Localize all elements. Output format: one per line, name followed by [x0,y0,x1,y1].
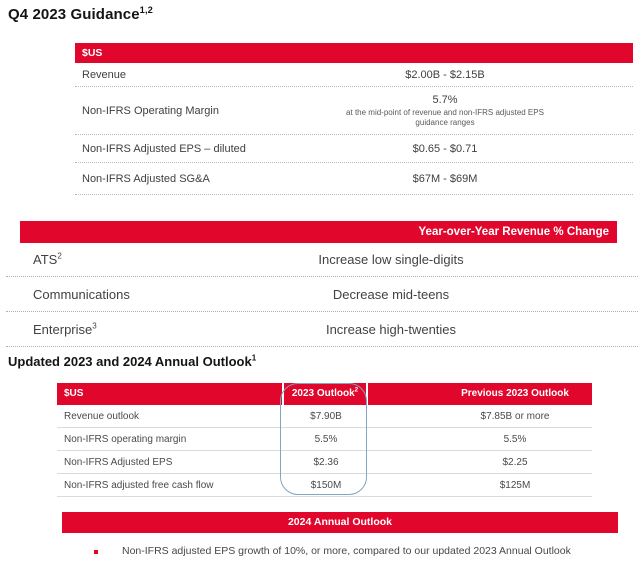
annual-outlook-table-header [57,383,592,405]
segment-table [6,243,638,347]
column-header-currency: $US [57,383,282,405]
row-label: Non-IFRS operating margin [64,433,187,445]
row-label: Non-IFRS Adjusted SG&A [82,172,210,185]
row-value: $2.00B - $2.15B [405,68,485,81]
segment-name: ATS [33,252,58,267]
table-row [57,405,592,428]
segment-superscript: 2 [57,251,62,261]
q4-guidance-currency-label: $US [82,47,103,59]
segment-label [6,287,191,302]
row-label: Non-IFRS Adjusted EPS [64,456,173,468]
previous-outlook-value: $2.25 [502,456,528,468]
row-value: $67M - $69M [412,172,478,185]
segment-name: Communications [33,286,130,302]
row-value: 5.7% [432,94,458,106]
segment-name: Enterprise [33,321,93,337]
annual-outlook-table [57,383,592,497]
segment-table-header: Year-over-Year Revenue % Change [20,221,617,243]
column-header-text: 2023 Outlook [291,388,355,399]
section-title-text: Updated 2023 and 2024 Annual Outlook [8,354,252,369]
section-title-superscript: 1 [251,353,257,363]
column-header-previous-outlook: Previous 2023 Outlook [368,383,592,405]
current-outlook-value: $7.90B [310,410,342,422]
table-row [6,312,638,347]
row-value-note: at the mid-point of revenue and non-IFRS adjusted EPS guidance ranges [346,108,544,127]
segment-value: Increase high-twenties [325,321,457,337]
table-row [57,474,592,497]
segment-superscript: 3 [92,321,97,331]
2024-outlook-banner: 2024 Annual Outlook [62,512,618,533]
row-value-cell [335,93,555,128]
row-label: Non-IFRS Adjusted EPS – diluted [82,142,246,155]
row-value: $0.65 - $0.71 [412,142,478,155]
table-row [75,87,633,135]
table-row [6,243,638,277]
section-title [8,354,256,369]
previous-outlook-value: $125M [499,479,531,491]
column-header-superscript: 2 [354,386,359,394]
row-value-cell [335,68,555,82]
previous-outlook-value: 5.5% [503,433,527,445]
row-label: Revenue outlook [64,410,140,422]
segment-value: Increase low single-digits [318,252,464,267]
table-row [75,135,633,163]
row-label: Revenue [82,68,127,81]
table-row [6,277,638,312]
page-title [8,6,153,23]
segment-label [6,252,191,267]
row-value-cell [335,142,555,156]
table-row [57,451,592,474]
current-outlook-value: 5.5% [314,433,338,445]
segment-label [6,322,191,337]
previous-outlook-value: $7.85B or more [480,410,550,422]
bullet-icon [94,550,98,554]
table-row [75,163,633,195]
column-header-2023-outlook [284,383,366,405]
bullet-text: Non-IFRS adjusted EPS growth of 10%, or more, compared to our updated 2023 Annual Outlook [122,545,571,557]
table-row [57,428,592,451]
q4-guidance-table-header [75,43,633,63]
page-title-text: Q4 2023 Guidance [8,6,140,23]
row-value-cell [335,172,555,186]
q4-guidance-table [75,43,633,195]
table-row [75,63,633,87]
current-outlook-value: $150M [310,479,342,491]
row-label: Non-IFRS Operating Margin [82,104,219,117]
segment-value: Decrease mid-teens [332,286,450,302]
page-title-superscript: 1,2 [139,5,153,15]
row-label: Non-IFRS adjusted free cash flow [64,479,214,491]
current-outlook-value: $2.36 [313,456,339,468]
